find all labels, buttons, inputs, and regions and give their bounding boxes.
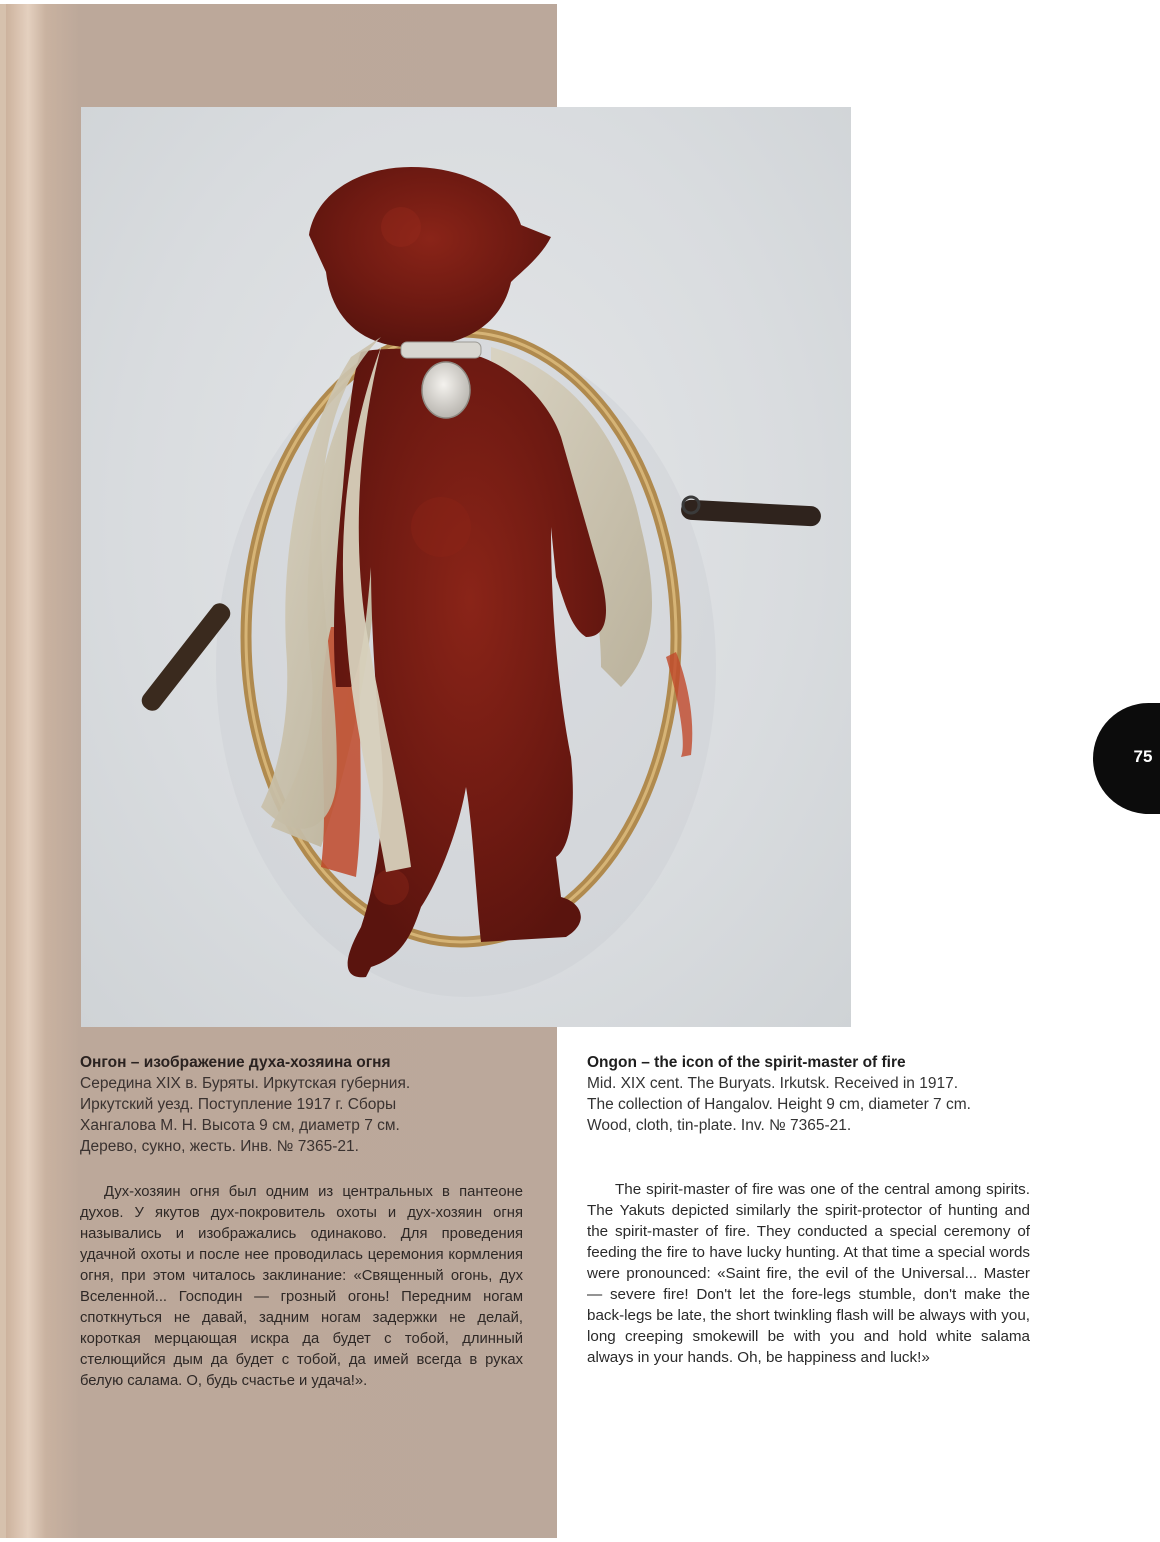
- body-text-english: The spirit-master of fire was one of the central among spirits. The Yakuts depicted similarly the spirit-protector of hunting and the spirit-master of fire. They conducted a special ceremony of feeding the fire to have lucky hunting. At that time a special words were pronounced: «Saint fire, the evil of the Universal... Master — severe fire! Don't let the fore-legs stumble, don't make the back-legs be late, the short twinkling flash will be always with you, long creeping smokewill be with you and hold white salama always in your hands. Oh, be happiness and luck!»: [587, 1181, 1030, 1366]
- right-stick: [681, 497, 822, 527]
- caption-ru-line: Середина XIX в. Буряты. Иркутская губерния.: [80, 1075, 411, 1092]
- page-number: 75: [1133, 747, 1153, 766]
- caption-ru-line: Дерево, сукно, жесть. Инв. № 7365-21.: [80, 1138, 359, 1155]
- caption-ru-line: Хангалова М. Н. Высота 9 см, диаметр 7 см.: [80, 1117, 400, 1134]
- caption-en-title: Ongon – the icon of the spirit-master of fire: [587, 1054, 906, 1071]
- body-text-russian: Дух-хозяин огня был одним из центральных в пантеоне духов. У якутов дух-покровитель охоты и дух-хозяин огня назывались и изображались одинаково. Для проведения удачной охоты и после нее проводилась церемония кормления огня, при этом читалось заклинание: «Священный огонь, дух Вселенной... Господин — грозный огонь! Передним ногам споткнуться не давай, задним ногам задержки не делай, короткая мерцающая искра да будет с тобой, длинный стелющийся дым да будет с тобой, да имей всегда в руках белую салама. О, будь счастье и удача!».: [80, 1184, 523, 1389]
- caption-en-line: Wood, cloth, tin-plate. Inv. № 7365-21.: [587, 1117, 852, 1134]
- caption-en-line: Mid. XIX cent. The Buryats. Irkutsk. Received in 1917.: [587, 1075, 959, 1092]
- tin-disk-icon: [422, 362, 470, 418]
- ongon-figure-illustration: [81, 107, 851, 1027]
- caption-ru-line: Иркутский уезд. Поступление 1917 г. Сборы: [80, 1096, 397, 1113]
- artifact-photo: [81, 107, 851, 1027]
- caption-ru-title: Онгон – изображение духа-хозяина огня: [80, 1054, 391, 1071]
- caption-en-line: The collection of Hangalov. Height 9 cm, diameter 7 cm.: [587, 1096, 971, 1113]
- caption-english: [587, 1052, 1047, 1136]
- caption-russian: [80, 1052, 520, 1157]
